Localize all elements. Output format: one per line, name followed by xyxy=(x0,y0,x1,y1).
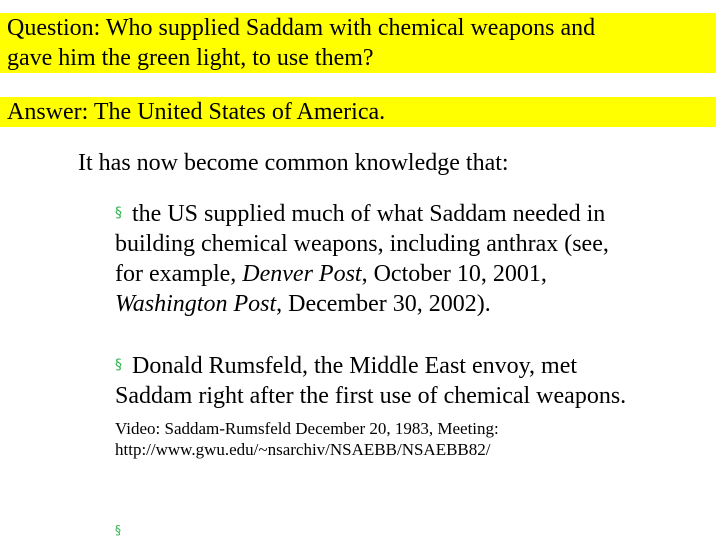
bullet-item-empty xyxy=(115,512,715,545)
intro-text: It has now become common knowledge that: xyxy=(78,150,509,176)
video-note-title: Video: Saddam-Rumsfeld December 20, 1983, Meeting: xyxy=(115,419,499,438)
bullet-icon: § xyxy=(115,205,122,221)
bullet-text: for example, xyxy=(115,261,243,287)
bullet-line xyxy=(115,198,715,229)
bullet-item-rumsfeld xyxy=(115,350,715,411)
bullet-line xyxy=(115,350,715,381)
bullet-line xyxy=(115,259,715,289)
bullet-text: , December 30, 2002). xyxy=(276,291,491,317)
bullet-line: Saddam right after the first use of chemical weapons. xyxy=(115,383,627,409)
question-line-2: gave him the green light, to use them? xyxy=(7,45,374,71)
bullet-line xyxy=(115,289,715,319)
question-line-1: Question: Who supplied Saddam with chemical weapons and xyxy=(7,15,596,41)
answer-block xyxy=(0,97,716,127)
bullet-text: the US supplied much of what Saddam needed in xyxy=(132,201,606,227)
video-note-url: http://www.gwu.edu/~nsarchiv/NSAEBB/NSAEBB82/ xyxy=(115,440,491,459)
bullet-icon: § xyxy=(115,523,121,537)
citation-washington-post: Washington Post xyxy=(115,291,277,317)
bullet-text: Donald Rumsfeld, the Middle East envoy, met xyxy=(132,353,578,379)
citation-denver-post: Denver Post xyxy=(242,261,362,287)
bullet-line: building chemical weapons, including anthrax (see, xyxy=(115,231,609,257)
question-block xyxy=(0,13,716,73)
video-note xyxy=(115,418,499,460)
bullet-item-us-supplied xyxy=(115,198,715,319)
answer-text: Answer: The United States of America. xyxy=(7,99,386,125)
bullet-icon: § xyxy=(115,357,122,373)
bullet-text: , October 10, 2001, xyxy=(361,261,547,287)
